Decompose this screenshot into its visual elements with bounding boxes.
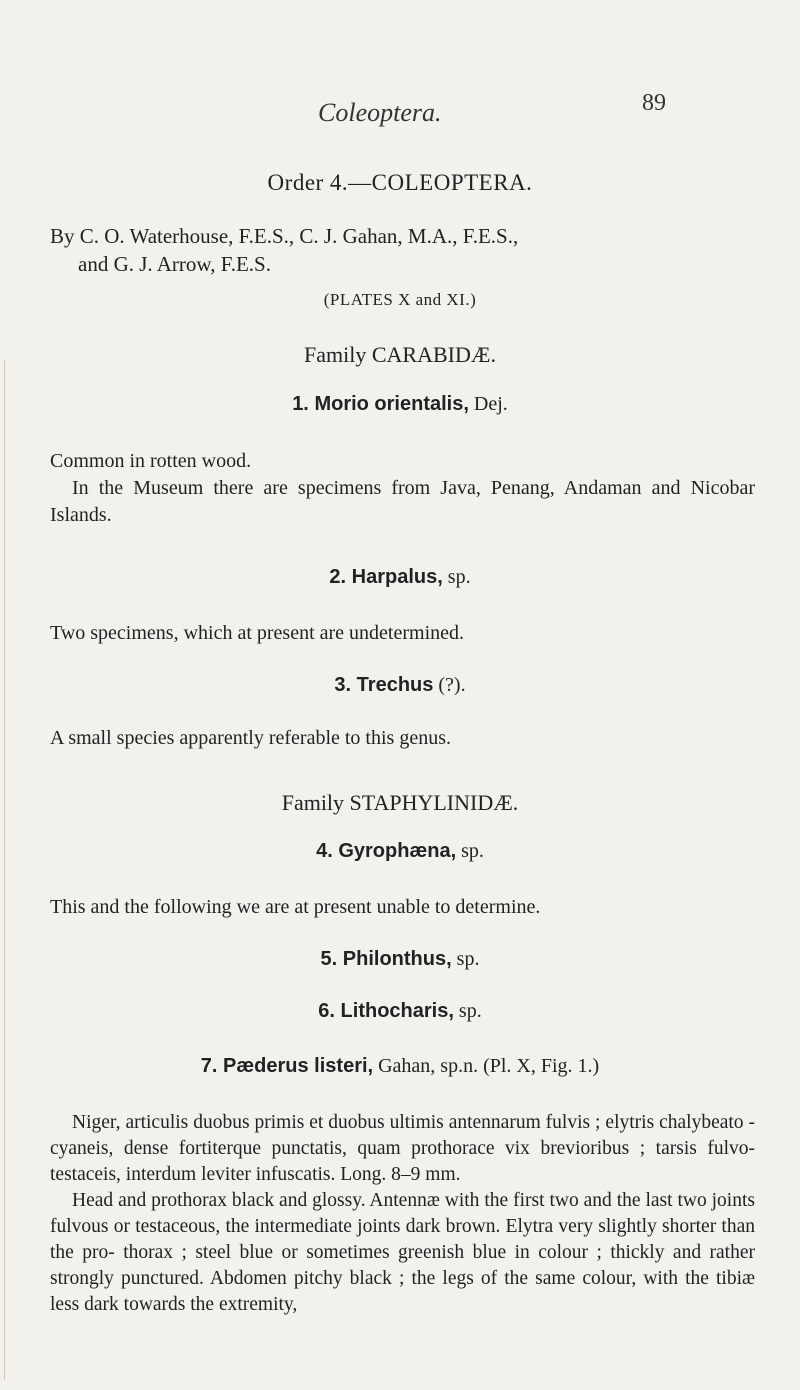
species-number: 2.: [329, 566, 347, 588]
species-name: Lithocharis,: [340, 1000, 454, 1022]
paragraph-morio-2: In the Museum there are specimens from Java, Penang, Andaman and Nicobar Islands.: [50, 477, 755, 526]
species-number: 3.: [334, 674, 352, 696]
species-name: Trechus: [356, 674, 434, 696]
species-heading-5: [0, 948, 800, 971]
species-name: Harpalus,: [351, 566, 443, 588]
paragraph-morio-1: Common in rotten wood.: [50, 450, 252, 472]
species-heading-2: [0, 566, 800, 589]
family-heading-staphylinidae: Family STAPHYLINIDÆ.: [281, 790, 519, 815]
order-title: Order 4.—COLEOPTERA.: [267, 170, 533, 195]
species-authority: sp.: [458, 1000, 482, 1022]
paragraph-harpalus: Two specimens, which at present are undetermined.: [50, 622, 465, 644]
paragraph-gyrophaena: This and the following we are at present unable to determine.: [50, 896, 541, 918]
species-authority: sp.: [461, 840, 484, 862]
species-authority: Gahan, sp.n. (Pl. X, Fig. 1.): [378, 1055, 600, 1077]
species-number: 6.: [318, 1000, 335, 1022]
authors-line-1: By C. O. Waterhouse, F.E.S., C. J. Gahan, M.A., F.E.S.,: [50, 224, 519, 248]
page-number: 89: [642, 90, 666, 116]
running-head: Coleoptera.: [318, 98, 442, 127]
species-name: Philonthus,: [342, 948, 452, 970]
species-authority: (?).: [438, 674, 466, 696]
species-authority: Dej.: [473, 393, 508, 415]
page-edge-line: [4, 360, 5, 1380]
species-heading-7: [0, 1055, 800, 1078]
species-name: Morio orientalis,: [314, 393, 469, 415]
species-name: Gyrophæna,: [338, 840, 457, 862]
species-name: Pæderus listeri,: [223, 1055, 374, 1077]
paragraph-paederus-latin: Niger, articulis duobus primis et duobus ultimis antennarum fulvis ; elytris chalybeato - cyaneis, dense fortiterque punctatis, quam prothorace vix brevioribus ; tarsis fulvo-testaceis, interdum leviter infuscatis. Long. 8–9 mm.: [50, 1112, 755, 1185]
species-number: 7.: [200, 1055, 218, 1077]
species-number: 5.: [320, 948, 338, 970]
authors: [50, 222, 760, 278]
species-heading-4: [0, 840, 800, 863]
species-number: 1.: [292, 393, 309, 415]
plates-reference: (PLATES X and XI.): [323, 290, 477, 309]
paederus-description: [50, 1110, 755, 1318]
authors-line-2: and G. J. Arrow, F.E.S.: [78, 252, 271, 276]
species-heading-3: [0, 674, 800, 697]
paragraph-paederus-english: Head and prothorax black and glossy. Antennæ with the first two and the last two joints fulvous or testaceous, the intermediate joints dark brown. Elytra very slightly shorter than the pro- thorax ; steel blue or sometimes greenish blue in colour ; thickly and rather strongly punctured. Abdomen pitchy black ; the legs of the same colour, with the tibiæ less dark towards the extremity,: [50, 1190, 755, 1315]
species-authority: sp.: [447, 566, 471, 588]
species-authority: sp.: [456, 948, 480, 970]
family-heading-carabidae: Family CARABIDÆ.: [304, 342, 496, 367]
species-number: 4.: [316, 840, 333, 862]
paragraph-trechus: A small species apparently referable to this genus.: [50, 727, 451, 749]
species-heading-6: [0, 1000, 800, 1023]
species-heading-1: [0, 393, 800, 416]
